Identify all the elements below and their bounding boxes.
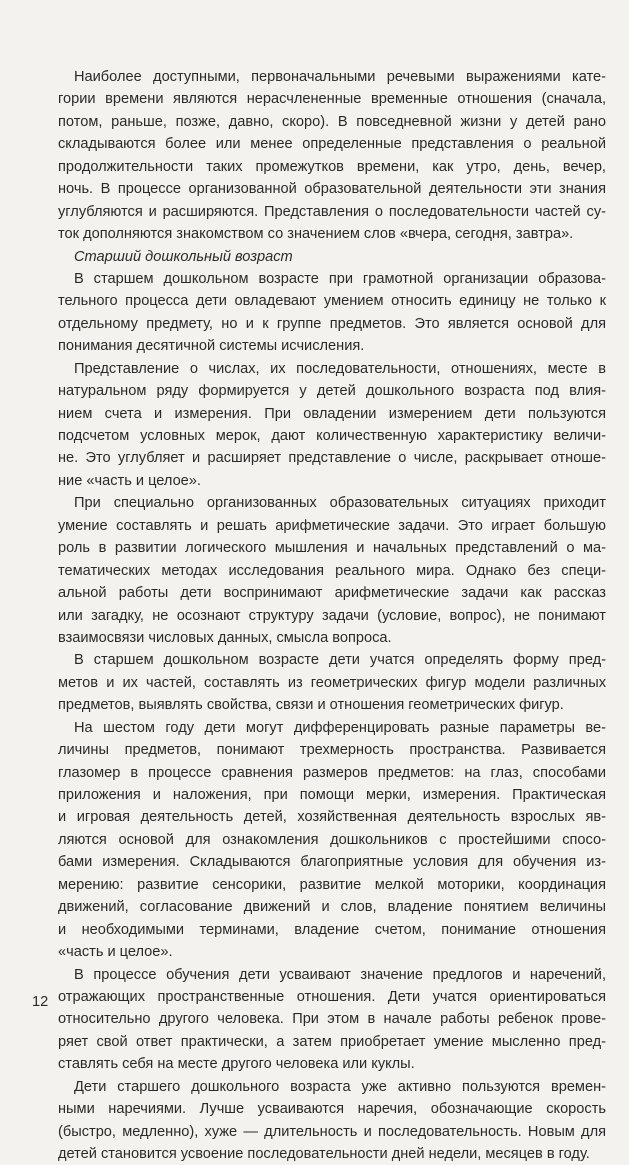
text-line: не. Это углубляет и расширяет представление о числе, раскрывает отноше- <box>58 450 606 467</box>
text-line: потом, раньше, позже, давно, скоро). В повседневной жизни у детей рано <box>58 113 606 130</box>
paragraph <box>58 66 606 246</box>
text-line: складываются более или менее определенные представления о реальной <box>58 136 606 153</box>
text-line: альной работы дети воспринимают арифметические задачи как рассказ <box>58 585 606 602</box>
text-line: ряет свой ответ практически, а затем приобретает умение мысленно пред- <box>58 1033 606 1050</box>
text-line: В старшем дошкольном возрасте дети учатся определять форму пред- <box>74 652 606 669</box>
text-line: тематических методах исследования реального мира. Однако без специ- <box>58 562 606 579</box>
text-line: понимания десятичной системы исчисления. <box>58 338 365 355</box>
text-line: Наиболее доступными, первоначальными речевыми выражениями кате- <box>74 69 606 85</box>
text-line: ток дополняются знакомством со значением слов «вчера, сегодня, завтра». <box>58 226 574 243</box>
text-line: роль в развитии логического мышления и начальных представлений о ма- <box>58 540 606 557</box>
text-line: метов и их частей, составлять из геометрических фигур модели различных <box>58 674 606 691</box>
text-line: умение составлять и решать арифметические задачи. Это играет большую <box>58 517 606 534</box>
text-line: движений, согласование движений и слов, владение понятием величины <box>58 899 606 916</box>
text-line: и необходимыми терминами, владение счетом, понимание отношения <box>58 921 606 938</box>
text-line: (быстро, медленно), хуже — длительность и последовательность. Новым для <box>58 1123 606 1140</box>
text-line: натуральном ряду формируется у детей дошкольного возраста под влия- <box>58 383 606 400</box>
paragraph <box>58 268 606 358</box>
text-line: В процессе обучения дети усваивают значение предлогов и наречений, <box>74 966 606 983</box>
paragraph <box>58 964 606 1076</box>
paragraph <box>58 717 606 964</box>
text-line: ние «часть и целое». <box>58 472 201 489</box>
section-heading <box>58 246 606 268</box>
paragraph <box>58 649 606 716</box>
text-line: ставлять себя на месте другого человека или куклы. <box>58 1056 415 1073</box>
text-line: личины предметов, понимают трехмерность пространства. Развивается <box>58 742 606 759</box>
text-line: Дети старшего дошкольного возраста уже активно пользуются времен- <box>74 1078 606 1095</box>
text-line: углубляются и расширяются. Представления о последовательности частей су- <box>58 203 606 220</box>
text-line: Представление о числах, их последовательности, отношениях, месте в <box>74 360 606 377</box>
paragraph <box>58 492 606 649</box>
paragraph <box>58 1076 606 1165</box>
text-line: ляются основой для ознакомления дошкольников с простейшими спосо- <box>58 831 606 848</box>
page-body <box>58 66 606 1165</box>
text-line: мерению: развитие сенсорики, развитие мелкой моторики, координация <box>58 876 606 893</box>
text-line: глазомер в процессе сравнения размеров предметов: на глаз, способами <box>58 764 606 781</box>
text-line: гории времени являются нерасчлененные временные отношения (сначала, <box>58 91 606 108</box>
text-line: предметов, выявлять свойства, связи и отношения геометрических фигур. <box>58 697 564 714</box>
text-line: В старшем дошкольном возрасте при грамотной организации образова- <box>74 270 606 287</box>
text-line: тельного процесса дети овладевают умением относить единицу не только к <box>58 293 606 310</box>
text-line: нием счета и измерения. При овладении измерением дети пользуются <box>58 405 606 422</box>
paragraph <box>58 358 606 493</box>
text-line: продолжительности таких промежутков времени, как утро, день, вечер, <box>58 158 606 175</box>
text-line: детей становится усвоение последовательности дней недели, месяцев в году. <box>58 1146 590 1162</box>
text-line: приложения и наложения, при помощи мерки, измерения. Практическая <box>58 787 606 803</box>
text-line: Старший дошкольный возраст <box>74 248 293 265</box>
text-line: На шестом году дети могут дифференцировать разные параметры ве- <box>74 719 606 736</box>
text-line: бами измерения. Складываются благоприятные условия для обучения из- <box>58 854 606 871</box>
text-line: и игровая деятельность детей, хозяйственная деятельность взрослых яв- <box>58 809 606 826</box>
text-line: отражающих пространственные отношения. Дети учатся ориентироваться <box>58 988 606 1005</box>
text-line: При специально организованных образовательных ситуациях приходит <box>74 495 606 512</box>
text-line: ночь. В процессе организованной образовательной деятельности эти знания <box>58 181 606 198</box>
text-line: подсчетом условных мерок, дают количественную характеристику величи- <box>58 428 606 444</box>
text-line: взаимосвязи числовых данных, смысла вопроса. <box>58 629 392 646</box>
text-line: или загадку, не осознают структуру задачи (условие, вопрос), не понимают <box>58 607 606 624</box>
text-line: относительно другого человека. При этом в начале работы ребенок прове- <box>58 1011 606 1028</box>
text-line: ными наречиями. Лучше усваиваются наречия, обозначающие скорость <box>58 1101 606 1118</box>
page-number: 12 <box>32 994 49 1010</box>
text-line: отдельному предмету, но и к группе предметов. Это является основой для <box>58 315 606 332</box>
text-line: «часть и целое». <box>58 944 173 961</box>
